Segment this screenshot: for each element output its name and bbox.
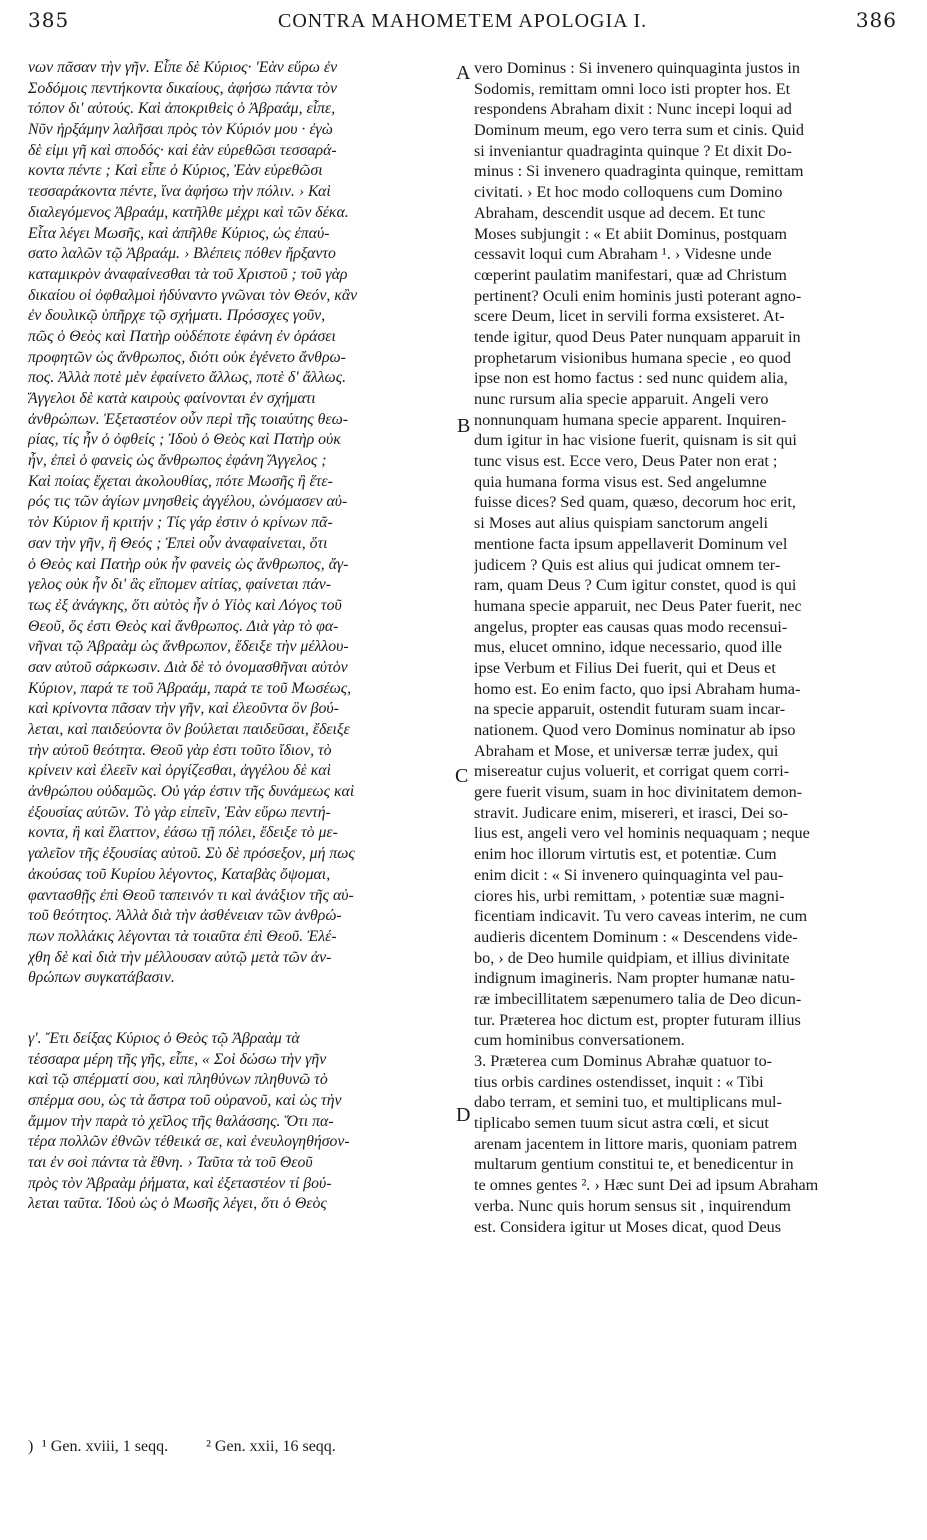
latin-text-line: quia humana forma visus est. Sed angelumne [474, 472, 767, 491]
greek-text-line: ρός τις τῶν ἁγίων μνησθεὶς ἀγγέλου, ὠνόμασεν αὐ- [28, 493, 348, 511]
latin-text-line: cœperint paulatim manifestari, quæ ad Christum [474, 265, 787, 284]
latin-text-line: tur. Præterea hoc dictum est, propter futuram illius [474, 1010, 801, 1029]
latin-text-line: vero Dominus : Si invenero quinquaginta justos in [474, 59, 800, 77]
paragraph-gap [28, 989, 452, 1029]
margin-letter-b: B [457, 415, 471, 437]
greek-text-line: Νῦν ἠρξάμην λαλῆσαι πρὸς τὸν Κύριόν μου · ἐγὼ [28, 121, 333, 139]
greek-text-line: καὶ τῷ σπέρματί σου, καὶ πληθύνων πληθυνῶ τὸ [28, 1071, 328, 1089]
greek-text-line: πῶς ὁ Θεὸς καὶ Πατὴρ οὐδέποτε ἐφάνη ἐν ὁράσει [28, 327, 336, 345]
greek-text-line: Σοδόμοις πεντήκοντα δικαίους, ἀφήσω πάντα τὸν [28, 79, 338, 97]
latin-text-line: ipse Verbum et Filius Dei fuerit, qui et Deus et [474, 658, 776, 677]
latin-text-line: Abraham, descendit usque ad decem. Et tunc [474, 203, 766, 222]
latin-text-line: ræ imbecillitatem sæpenumero talia de Deo dicun- [474, 989, 802, 1008]
greek-text-line: Καὶ ποίας ἔχεται ἀκολουθίας, πότε Μωσῆς ἢ ἕτε- [28, 472, 333, 490]
latin-text-line: te omnes gentes ². › Hæc sunt Dei ad ipsum Abraham [474, 1176, 819, 1195]
latin-text-line: cessavit loqui cum Abraham ¹. › Videsne unde [474, 245, 772, 264]
latin-text-line: ficentiam indicavit. Tu vero caveas interim, ne cum [474, 907, 808, 926]
latin-text-line: dabo terram, et semini tuo, et multiplicans mul- [474, 1093, 782, 1112]
latin-text-line: respondens Abraham dixit : Nunc incepi loqui ad [474, 100, 792, 119]
greek-text-line: σαν τὴν γῆν, ἢ Θεός ; Ἐπεὶ οὖν ἀναφαίνεται, ὅτι [28, 534, 328, 552]
latin-text-line: enim hoc illorum virtutis est, et potentiæ. Cum [474, 845, 777, 864]
footnote-1: ¹ Gen. xviii, 1 seqq. [42, 1438, 169, 1455]
greek-text-line: ὁ Θεὸς καὶ Πατὴρ οὐκ ἦν φανεὶς ὡς ἄνθρωπος, ἄγ- [28, 555, 349, 573]
greek-text-line: θρώπων συγκατάβασιν. [28, 969, 175, 987]
page-number-left: 385 [28, 8, 70, 32]
latin-text-line: dum igitur in hac visione fuerit, quisnam is sit qui [474, 431, 797, 450]
latin-text-line: nationem. Quod vero Dominus nominatur ab ipso [474, 721, 796, 739]
greek-text-line: ται ἐν σοὶ πάντα τὰ ἔθνη. › Ταῦτα τὰ τοῦ Θεοῦ [28, 1154, 313, 1172]
latin-text-line: si Moses aut alius quispiam sanctorum angeli [474, 514, 769, 533]
greek-text-line: νῆναι τῷ Ἀβραὰμ ὡς ἄνθρωπον, ἔδειξε τὴν μέλλου- [28, 638, 349, 656]
latin-text-line: Abraham et Mose, et universæ terræ judex, qui [474, 741, 779, 760]
greek-text-line: γαλεῖον τῆς ἐξουσίας αὐτοῦ. Σὺ δὲ πρόσεξον, μή πως [28, 845, 355, 863]
greek-text-line: τὸν Κύριον ἢ κριτήν ; Τίς γάρ ἐστιν ὁ κρίνων πᾶ- [28, 514, 333, 532]
greek-text-line: πος. Ἀλλὰ ποτὲ μὲν ἐφαίνετο ἄλλως, ποτὲ δ' ἄλλως. [28, 369, 347, 387]
greek-text-line: πρὸς τὸν Ἀβραὰμ ῥήματα, καὶ ἐξεταστέον τί βού- [28, 1174, 332, 1192]
greek-text-line: τέσσαρα μέρη τῆς γῆς, εἶπε, « Σοὶ δώσω τὴν γῆν [28, 1050, 327, 1068]
margin-letter-c: C [455, 765, 469, 787]
greek-text-line: ἐν δουλικῷ ὑπῆρχε τῷ σχήματι. Πρόσσχες γοῦν, [28, 307, 326, 325]
latin-text-line: ipse non est homo factus : sed nunc quidem alia, [474, 369, 788, 388]
greek-text-line: τὴν αὐτοῦ θεότητα. Θεοῦ γὰρ ἐστι τοῦτο ἴδιον, τὸ [28, 741, 332, 759]
latin-text-line: arenam jacentem in littore maris, quoniam patrem [474, 1134, 798, 1153]
latin-text-line: mentione facta ipsum appellaverit Dominum vel [474, 534, 788, 553]
latin-text-line: indignum imagineris. Nam propter humanæ natu- [474, 969, 795, 988]
greek-text-line: λεται ταῦτα. Ἰδοὺ ὡς ὁ Μωσῆς λέγει, ὅτι ὁ Θεὸς [28, 1195, 327, 1213]
greek-text-line: τέρα πολλῶν ἐθνῶν τέθεικά σε, καὶ ἐνευλογηθήσον- [28, 1133, 350, 1151]
greek-text-line: ἀκούσας τοῦ Κυρίου λέγοντος, Καταβὰς ὄψομαι, [28, 865, 331, 883]
greek-text-line: ἦν, ἐπεὶ ὁ φανεὶς ὡς ἄνθρωπος ἐφάνη Ἄγγελος ; [28, 452, 327, 470]
latin-text-line: pertinent? Oculi enim hominis justi poterant agno- [474, 286, 802, 305]
greek-text-line: γ'. Ἔτι δείξας Κύριος ὁ Θεὸς τῷ Ἀβραὰμ τὰ [28, 1029, 300, 1047]
page-header [28, 8, 897, 58]
latin-text-line: nonnunquam humana specie apparent. Inquiren- [474, 410, 787, 429]
greek-text-line: σαν αὐτοῦ σάρκωσιν. Διὰ δὲ τὸ ὀνομασθῆναι αὐτὸν [28, 658, 348, 676]
latin-text-line: tunc visus est. Ecce vero, Deus Pater non erat ; [474, 452, 778, 471]
latin-text-line: audieris dicentem Dominum : « Descendens vide- [474, 927, 798, 946]
greek-text-line: δὲ εἰμι γῆ καὶ σποδός· καὶ ἐὰν εὑρεθῶσι τεσσαρά- [28, 141, 337, 159]
greek-text-line: ἐξουσίας αὐτῶν. Τὸ γὰρ εἰπεῖν, Ἐὰν εὕρω πεντή- [28, 803, 331, 821]
greek-text-line: σπέρμα σου, ὡς τὰ ἄστρα τοῦ οὐρανοῦ, καὶ ὡς τὴν [28, 1092, 342, 1109]
greek-text-line: Ἄγγελοι δὲ κατὰ καιροὺς φαίνονται ἐν σχήματι [28, 390, 316, 407]
greek-text-line: διαλεγόμενος Ἀβραάμ, κατῆλθε μέχρι καὶ τῶν δέκα. [28, 203, 349, 221]
latin-text-line: civitati. › Et hoc modo colloquens cum Domino [474, 183, 783, 202]
latin-text-line: si inveniantur quadraginta quinque ? Et dixit Do- [474, 141, 792, 160]
margin-letter-a: A [456, 62, 471, 84]
latin-text-line: enim dicit : « Si invenero quinquaginta vel pau- [474, 865, 784, 884]
latin-text-line: mus, elucet omnino, idque necessario, quod ille [474, 638, 782, 657]
greek-text-line: ἀνθρώπου οὐδαμῶς. Οὐ γάρ ἐστιν τῆς δυνάμεως καὶ [28, 783, 355, 801]
latin-text-line: multarum gentium constitui te, et benedicentur in [474, 1155, 794, 1174]
page-number-right: 386 [855, 8, 897, 32]
latin-text-line: cum hominibus conversationem. [474, 1031, 685, 1050]
latin-text-line: bo, › de Deo humile quidpiam, et illius divinitate [474, 948, 790, 967]
greek-text-line: ἄμμον τὴν παρὰ τὸ χεῖλος τῆς θαλάσσης. Ὅτι πα- [28, 1112, 334, 1130]
latin-text-line: stravit. Judicare enim, misereri, et irasci, Dei so- [474, 803, 789, 822]
greek-text-line: τόπον δι' αὐτούς. Καὶ ἀποκριθεὶς ὁ Ἀβραάμ, εἶπε, [28, 100, 336, 118]
greek-text-line: Θεοῦ, ὅς ἐστι Θεὸς καὶ ἄνθρωπος. Διὰ γὰρ τὸ φα- [28, 617, 339, 635]
greek-text-line: κρίνειν καὶ ἐλεεῖν καὶ ὀργίζεσθαι, ἀγγέλου δὲ καὶ [28, 762, 331, 780]
latin-text-line: tende igitur, quod Deus Pater nunquam apparuit in [474, 327, 801, 346]
greek-text-line: Κύριον, παρά τε τοῦ Ἀβραάμ, παρά τε τοῦ Μωσέως, [28, 679, 352, 697]
latin-text-line: Moses subjungit : « Et abiit Dominus, postquam [474, 224, 787, 243]
greek-text-line: τεσσαράκοντα πέντε, ἵνα ἀφήσω τὴν πόλιν. › Καὶ [28, 183, 331, 201]
greek-text-line: καταμικρὸν ἀναφαίνεσθαι τὰ τοῦ Χριστοῦ ; τοῦ γὰρ [28, 265, 348, 283]
latin-text-line: homo est. Eo enim facto, quo ipsi Abraham huma- [474, 679, 801, 698]
greek-text-line: ρίας, τίς ἦν ὁ ὀφθείς ; Ἰδοὺ ὁ Θεὸς καὶ Πατὴρ οὐκ [28, 431, 341, 449]
latin-text-line: prophetarum visionibus humana specie , eo quod [474, 348, 791, 367]
latin-text-line: minus : Si invenero quadraginta quinque, remittam [474, 162, 804, 181]
footnote-2: ² Gen. xxii, 16 seqq. [206, 1438, 336, 1455]
greek-text-line: ἀνθρώπων. Ἐξεταστέον οὖν περὶ τῆς τοιαύτης θεω- [28, 410, 349, 428]
latin-text-line: lius est, angeli vero vel hominis nequaquam ; neque [474, 824, 810, 843]
greek-text-line: τοῦ θεότητος. Ἀλλὰ διὰ τὴν ἀσθένειαν τῶν ἀνθρώ- [28, 907, 342, 925]
latin-text-column [474, 58, 898, 1237]
greek-text-line: καὶ κρίνοντα πᾶσαν τὴν γῆν, καὶ ἐλεοῦντα ὃν βού- [28, 700, 339, 718]
greek-text-line: κοντα πέντε ; Καὶ εἶπε ὁ Κύριος, Ἐὰν εὑρεθῶσι [28, 162, 323, 180]
latin-text-line: judicem ? Quis est alius qui judicat omnem ter- [474, 555, 781, 574]
latin-text-line: Sodomis, remittam omni loco isti propter hos. Et [474, 79, 791, 98]
latin-text-line: ciores his, urbi remittam, › potentiæ suæ magni- [474, 886, 785, 905]
latin-text-line: tius orbis cardines ostendisset, inquit : « Tibi [474, 1072, 764, 1091]
greek-text-line: κοντα, ἢ καὶ ἔλαττον, ἐάσω τῇ πόλει, ἔδειξε τὸ με- [28, 824, 338, 842]
latin-text-line: humana specie apparuit, nec Deus Pater fuerit, nec [474, 596, 802, 615]
greek-text-line: Εἶτα λέγει Μωσῆς, καὶ ἀπῆλθε Κύριος, ὡς ἐπαύ- [28, 224, 330, 242]
latin-text-line: na specie apparuit, ostendit futuram suam incar- [474, 700, 786, 719]
latin-text-line: gere fuerit visum, suam in hoc divinitatem demon- [474, 783, 803, 802]
greek-text-line: λεται, καὶ παιδεύοντα ὃν βούλεται παιδεῦσαι, ἔδειξε [28, 721, 350, 738]
latin-text-line: verba. Nunc quis horum sensus sit , inquirendum [474, 1196, 791, 1215]
greek-text-line: φαντασθῇς ἐπὶ Θεοῦ ταπεινόν τι καὶ ἀνάξιον τῆς αὐ- [28, 886, 354, 904]
running-title: CONTRA MAHOMETEM APOLOGIA I. [278, 10, 648, 32]
latin-text-line: nunc rursum alia specie apparuit. Angeli vero [474, 390, 769, 408]
latin-text-line: 3. Præterea cum Dominus Abrahæ quatuor to- [474, 1052, 773, 1070]
greek-text-line: νων πᾶσαν τὴν γῆν. Εἶπε δὲ Κύριος· 'Εὰν εὕρω ἐν [28, 59, 338, 76]
latin-text-line: ram, quam Deus ? Cum igitur constet, quod is qui [474, 576, 797, 595]
latin-text-line: tiplicabo semen tuum sicut astra cœli, et sicut [474, 1114, 769, 1133]
latin-text-line: fuisse dices? Sed quam, quæso, decorum hoc erit, [474, 493, 796, 512]
latin-text-line: misereatur cujus voluerit, et corrigat quem corri- [474, 762, 790, 781]
margin-letter-d: D [456, 1104, 471, 1126]
latin-text-line: Dominum meum, ego vero terra sum et cinis. Quid [474, 121, 804, 140]
greek-text-line: τως ἐξ ἀνάγκης, ὅτι αὐτὸς ἦν ὁ Υἱὸς καὶ Λόγος τοῦ [28, 596, 342, 614]
latin-text-line: angelus, propter eas causas quas modo recensui- [474, 617, 788, 636]
greek-text-line: χθη δὲ καὶ διὰ τὴν μέλλουσαν αὐτῷ μετὰ τῶν ἀν- [28, 948, 332, 966]
greek-text-line: δικαίου οἱ ὀφθαλμοὶ ἠδύναντο γνῶναι τὸν Θεόν, κἂν [28, 286, 358, 304]
greek-text-line: προφητῶν ὡς ἄνθρωπος, διότι οὐκ ἐγένετο ἄνθρω- [28, 348, 346, 366]
greek-text-line: γελος οὐκ ἦν δι' ἃς εἴπομεν αἰτίας, φαίνεται πάν- [28, 576, 332, 594]
greek-text-line: πων πολλάκις λέγονται τὰ τοιαῦτα ἐπὶ Θεοῦ. Ἐλέ- [28, 927, 337, 945]
greek-text-column [28, 58, 452, 1215]
footnotes [28, 1438, 628, 1456]
greek-text-line: σατο λαλῶν τῷ Ἀβραάμ. › Βλέπεις πόθεν ἤρξαντο [28, 245, 336, 263]
latin-text-line: est. Considera igitur ut Moses dicat, quod Deus [474, 1217, 782, 1236]
footnote-mark: ) [28, 1438, 34, 1455]
latin-text-line: scere Deum, licet in servili forma exsisteret. At- [474, 307, 785, 326]
